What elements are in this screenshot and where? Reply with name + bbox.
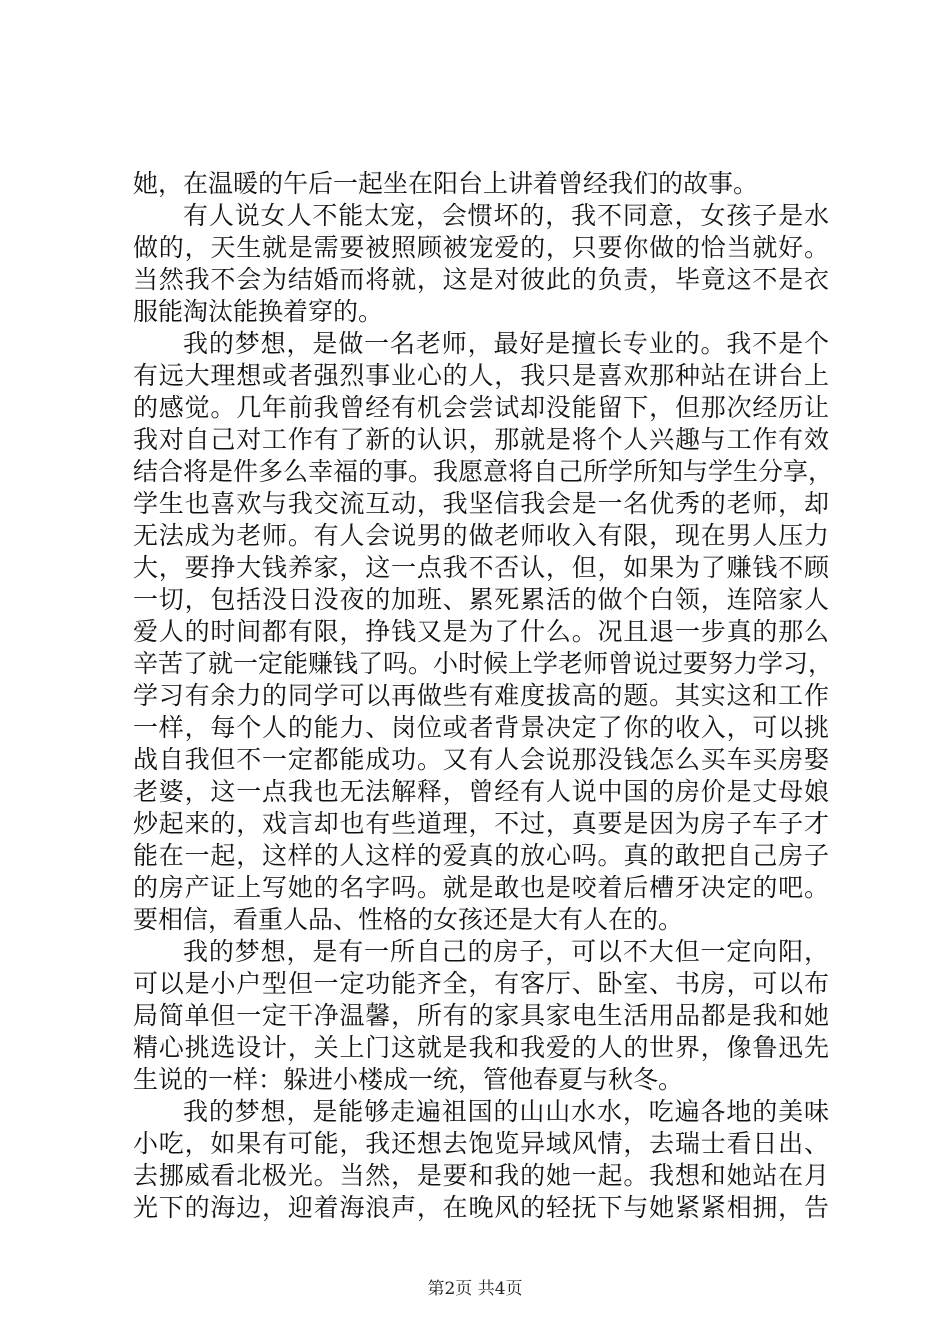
- text-line: 当然我不会为结婚而将就，这是对彼此的负责，毕竟这不是衣: [133, 265, 829, 294]
- text-line: 结合将是件多么幸福的事。我愿意将自己所学所知与学生分享，: [133, 457, 834, 486]
- text-line: 一样，每个人的能力、岗位或者背景决定了你的收入，可以挑: [133, 713, 829, 742]
- text-line: 做的，天生就是需要被照顾被宠爱的，只要你做的恰当就好。: [133, 233, 829, 262]
- text-line: 我的梦想，是能够走遍祖国的山山水水，吃遍各地的美味: [183, 1097, 829, 1126]
- text-line: 服能淘汰能换着穿的。: [133, 297, 384, 326]
- document-body: [133, 168, 834, 1224]
- page-number-footer: 第2页 共4页: [427, 1279, 523, 1299]
- text-line: 去挪威看北极光。当然，是要和我的她一起。我想和她站在月: [133, 1161, 829, 1190]
- text-line: 能在一起，这样的人这样的爱真的放心吗。真的敢把自己房子: [133, 841, 829, 870]
- text-line: 我的梦想，是做一名老师，最好是擅长专业的。我不是个: [183, 329, 829, 358]
- text-line: 精心挑选设计，关上门这就是我和我爱的人的世界，像鲁迅先: [133, 1033, 829, 1062]
- text-line: 爱人的时间都有限，挣钱又是为了什么。况且退一步真的那么: [133, 617, 829, 646]
- text-line: 大，要挣大钱养家，这一点我不否认，但，如果为了赚钱不顾: [133, 553, 829, 582]
- text-line: 炒起来的，戏言却也有些道理，不过，真要是因为房子车子才: [133, 809, 829, 838]
- text-line: 小吃，如果有可能，我还想去饱览异域风情，去瑞士看日出、: [133, 1129, 829, 1158]
- text-line: 生说的一样：躲进小楼成一统，管他春夏与秋冬。: [133, 1065, 684, 1094]
- text-line: 的感觉。几年前我曾经有机会尝试却没能留下，但那次经历让: [133, 393, 829, 422]
- text-line: 辛苦了就一定能赚钱了吗。小时候上学老师曾说过要努力学习，: [133, 649, 834, 678]
- text-line: 有远大理想或者强烈事业心的人，我只是喜欢那种站在讲台上: [133, 361, 829, 390]
- text-line: 可以是小户型但一定功能齐全，有客厅、卧室、书房，可以布: [133, 969, 829, 998]
- text-line: 无法成为老师。有人会说男的做老师收入有限，现在男人压力: [133, 521, 829, 550]
- text-line: 她，在温暖的午后一起坐在阳台上讲着曾经我们的故事。: [133, 169, 759, 198]
- text-line: 要相信，看重人品、性格的女孩还是大有人在的。: [133, 905, 684, 934]
- text-line: 的房产证上写她的名字吗。就是敢也是咬着后槽牙决定的吧。: [133, 873, 829, 902]
- text-line: 一切，包括没日没夜的加班、累死累活的做个白领，连陪家人: [133, 585, 829, 614]
- text-line: 我的梦想，是有一所自己的房子，可以不大但一定向阳，: [183, 937, 829, 966]
- text-line: 老婆，这一点我也无法解释，曾经有人说中国的房价是丈母娘: [133, 777, 829, 806]
- text-line: 我对自己对工作有了新的认识，那就是将个人兴趣与工作有效: [133, 425, 829, 454]
- text-line: 有人说女人不能太宠，会惯坏的，我不同意，女孩子是水: [183, 201, 829, 230]
- text-line: 局简单但一定干净温馨，所有的家具家电生活用品都是我和她: [133, 1001, 829, 1030]
- text-line: 学习有余力的同学可以再做些有难度拔高的题。其实这和工作: [133, 681, 829, 710]
- text-line: 学生也喜欢与我交流互动，我坚信我会是一名优秀的老师，却: [133, 489, 829, 518]
- text-line: 战自我但不一定都能成功。又有人会说那没钱怎么买车买房娶: [133, 745, 829, 774]
- text-line: 光下的海边，迎着海浪声，在晚风的轻抚下与她紧紧相拥，告: [133, 1193, 829, 1222]
